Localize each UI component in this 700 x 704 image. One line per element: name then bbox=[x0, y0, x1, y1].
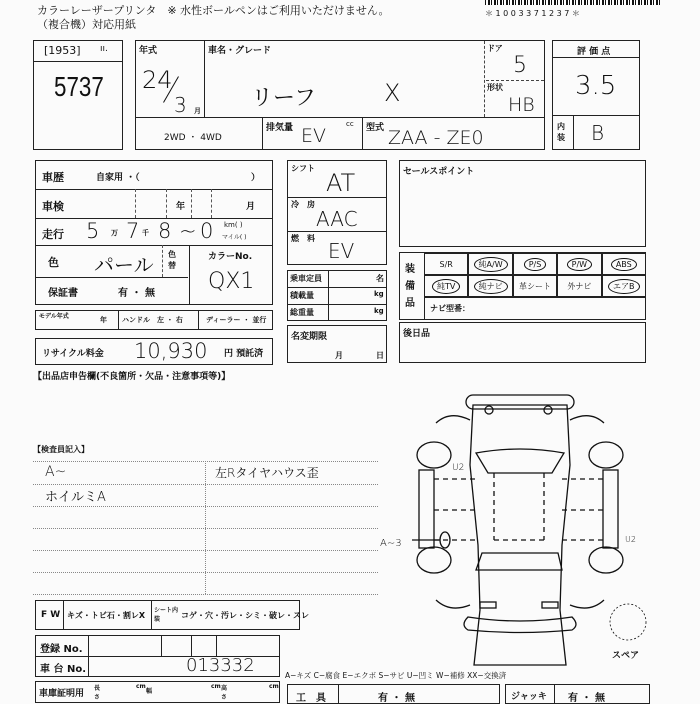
name-change-label: 名変期限 bbox=[291, 332, 328, 342]
equipment-item[interactable] bbox=[602, 253, 646, 275]
spare-label: スペア bbox=[612, 651, 640, 661]
fw-row bbox=[35, 600, 309, 630]
gross-weight-label: 総重量 bbox=[290, 308, 314, 317]
equipment-item[interactable] bbox=[602, 275, 646, 297]
fw-value: キズ・トビ石・割レX bbox=[67, 611, 146, 620]
lot-number: 5737 bbox=[54, 71, 104, 102]
interior-score: B bbox=[591, 121, 605, 145]
shape-value: HB bbox=[508, 94, 535, 116]
mileage-digit: 5 bbox=[86, 219, 100, 243]
garage-length: 長さ bbox=[94, 685, 101, 701]
inspection-year: 年 bbox=[176, 202, 186, 212]
mileage-unit-man: 万 bbox=[111, 229, 118, 237]
equipment-item[interactable] bbox=[513, 253, 557, 275]
equipment-label: 外ナビ bbox=[567, 281, 592, 291]
fuel-label: 燃 料 bbox=[291, 234, 315, 243]
damage-mark: U2 bbox=[452, 463, 465, 473]
barcode bbox=[485, 0, 660, 5]
equipment-label: エアB bbox=[608, 279, 640, 294]
garage-height: 高さ bbox=[221, 685, 228, 701]
car-grade: X bbox=[384, 79, 401, 107]
equipment-item[interactable] bbox=[513, 275, 557, 297]
equipment-item[interactable] bbox=[468, 275, 512, 297]
jack-box bbox=[505, 684, 650, 704]
displacement-label: 排気量 bbox=[266, 123, 294, 133]
shift-value: AT bbox=[326, 169, 356, 197]
header-line1: カラーレーザープリンタ ※ 水性ボールペンはご利用いただけません。 bbox=[37, 4, 390, 17]
garage-label: 車庫証明用 bbox=[39, 689, 85, 699]
load-unit: kg bbox=[374, 290, 384, 298]
equipment-label: ABS bbox=[611, 258, 637, 271]
equipment-item[interactable] bbox=[424, 253, 468, 275]
equipment-label: 装備品 bbox=[405, 264, 415, 309]
barcode-number: ＊ 1 0 0 3 3 7 1 2 3 7 ＊ bbox=[485, 9, 580, 18]
shift-block bbox=[287, 160, 387, 265]
color-label: 色 bbox=[48, 256, 59, 269]
lot-mark: ıı. bbox=[100, 44, 108, 54]
shape-label: 形状 bbox=[487, 83, 503, 92]
damage-mark: U2 bbox=[625, 535, 636, 544]
inspection-month: 月 bbox=[246, 202, 256, 212]
color-no-value: QX1 bbox=[208, 269, 255, 294]
name-label: 車名・グレード bbox=[208, 46, 272, 56]
name-change-block bbox=[287, 325, 387, 363]
capacity-unit: 名 bbox=[376, 274, 384, 283]
history-label: 車歴 bbox=[42, 171, 64, 184]
tools-label: 工 具 bbox=[296, 693, 326, 704]
drive-type: 2WD ・ 4WD bbox=[164, 133, 222, 143]
equipment-item[interactable] bbox=[424, 275, 468, 297]
mileage-unit-km: km( ) bbox=[224, 221, 243, 229]
color-no-label: カラーNo. bbox=[208, 252, 253, 262]
jack-label: ジャッキ bbox=[511, 692, 547, 702]
seat-value: コゲ・穴・汚レ・シミ・破レ・スレ bbox=[181, 611, 309, 620]
score-value: 3.5 bbox=[575, 71, 617, 101]
recycle-row bbox=[35, 338, 273, 365]
model-label: 型式 bbox=[366, 123, 385, 133]
score-box bbox=[552, 40, 640, 150]
mileage-unit-sen: 千 bbox=[142, 229, 149, 237]
equipment-label: 純ナビ bbox=[474, 279, 508, 294]
month-unit: 月 bbox=[194, 107, 201, 115]
doors-value: 5 bbox=[513, 53, 527, 78]
inspector-note: A~ bbox=[45, 464, 67, 480]
registration-block bbox=[35, 635, 280, 677]
recycle-label: リサイクル料金 bbox=[42, 349, 104, 359]
equipment-item[interactable] bbox=[557, 253, 601, 275]
fuel-value: EV bbox=[328, 239, 355, 263]
warranty-value[interactable]: 有 ・ 無 bbox=[118, 288, 155, 299]
equipment-item[interactable] bbox=[468, 253, 512, 275]
mileage-unit-mile: マイル( ) bbox=[222, 234, 247, 241]
mileage-label: 走行 bbox=[42, 228, 64, 241]
garage-cm: cm bbox=[211, 683, 221, 690]
name-change-month: 月 bbox=[335, 351, 343, 360]
mileage-digit: 7 bbox=[126, 219, 140, 243]
later-items-label: 後日品 bbox=[403, 329, 431, 339]
interior-label: 内装 bbox=[557, 122, 565, 142]
capacity-label: 乗車定員 bbox=[290, 274, 322, 283]
year-value: 24 bbox=[142, 66, 173, 94]
inspector-note: 左Rタイヤハウス歪 bbox=[215, 466, 319, 480]
lot-box bbox=[33, 40, 123, 150]
load-label: 積載量 bbox=[290, 291, 314, 300]
equipment-label: 革シート bbox=[518, 281, 551, 291]
ac-label: 冷 房 bbox=[291, 200, 315, 209]
mileage-digit: ~ bbox=[179, 219, 197, 243]
equipment-label: P/S bbox=[524, 258, 547, 271]
tools-box bbox=[287, 684, 500, 704]
equipment-item[interactable] bbox=[557, 275, 601, 297]
cc-unit: cc bbox=[346, 120, 354, 128]
tools-value[interactable]: 有 ・ 無 bbox=[378, 693, 415, 704]
inspector-note: ホイルミA bbox=[45, 490, 106, 505]
sales-point-box bbox=[399, 160, 646, 247]
ac-value: AAC bbox=[316, 207, 358, 231]
equipment-box bbox=[399, 252, 646, 320]
chassis-label: 車 台 No. bbox=[40, 664, 87, 675]
month-value: 3 bbox=[174, 93, 187, 117]
color-change-label: 色替 bbox=[168, 250, 176, 270]
door-label: ドア bbox=[487, 44, 503, 53]
garage-width: 幅 bbox=[146, 688, 153, 695]
equipment-label: 純TV bbox=[432, 279, 460, 294]
lot-code: [1953] bbox=[44, 44, 81, 57]
damage-legend: A−キズ C−腐食 E−エクボ S−サビ U−凹ミ W−補修 XX−交換済 bbox=[285, 671, 507, 680]
equipment-label: P/W bbox=[567, 258, 592, 271]
model-year-unit: 年 bbox=[100, 316, 107, 324]
name-change-day: 日 bbox=[376, 351, 384, 360]
equipment-label: 純A/W bbox=[474, 257, 508, 272]
model-year-row bbox=[35, 310, 273, 330]
inspector-label: 【検査員記入】 bbox=[33, 445, 89, 454]
navi-model-label: ナビ型番： bbox=[430, 304, 470, 313]
mileage-digit: 0 bbox=[200, 219, 214, 243]
color-value: パール bbox=[94, 253, 154, 277]
recycle-value: 10,930 bbox=[134, 339, 208, 363]
inspection-label: 車検 bbox=[42, 200, 64, 213]
shift-label: シフト bbox=[291, 164, 315, 173]
dealer-value[interactable]: ディーラー ・ 並行 bbox=[206, 316, 267, 324]
model-year-label: モデル年式 bbox=[39, 313, 69, 320]
garage-cm: cm bbox=[136, 683, 146, 690]
car-name: リーフ bbox=[251, 86, 316, 111]
handle-value[interactable]: ハンドル 左 ・ 右 bbox=[122, 316, 183, 324]
fw-label: F W bbox=[41, 610, 61, 620]
model-value: ZAA - ZE0 bbox=[388, 127, 484, 149]
history-value: 自家用 ・（ bbox=[96, 173, 140, 183]
damage-mark: A~3 bbox=[380, 538, 402, 549]
history-block bbox=[35, 160, 273, 305]
score-label: 評 価 点 bbox=[577, 47, 611, 57]
capacity-block bbox=[287, 270, 387, 321]
header-line2: （複合機）対応用紙 bbox=[37, 18, 136, 31]
jack-value[interactable]: 有 ・ 無 bbox=[568, 693, 605, 704]
warranty-label: 保証書 bbox=[48, 288, 78, 299]
mileage-digit: 8 bbox=[158, 219, 172, 243]
seller-note-label: 【出品店申告欄(不良箇所・欠品・注意事項等)】 bbox=[33, 372, 231, 382]
garage-cm: cm bbox=[269, 683, 279, 690]
equipment-label: S/R bbox=[439, 259, 453, 269]
registration-label: 登録 No. bbox=[40, 644, 83, 655]
history-close: ） bbox=[251, 173, 261, 183]
sales-point-label: セールスポイント bbox=[403, 167, 475, 177]
vehicle-box bbox=[135, 40, 545, 150]
chassis-value: 013332 bbox=[186, 655, 255, 676]
year-label: 年式 bbox=[139, 46, 158, 56]
recycle-unit: 円 預託済 bbox=[224, 349, 264, 359]
later-items-box bbox=[399, 322, 646, 363]
gross-weight-unit: kg bbox=[374, 307, 384, 315]
seat-label: シート内装 bbox=[154, 607, 179, 623]
displacement-value: EV bbox=[301, 125, 327, 147]
